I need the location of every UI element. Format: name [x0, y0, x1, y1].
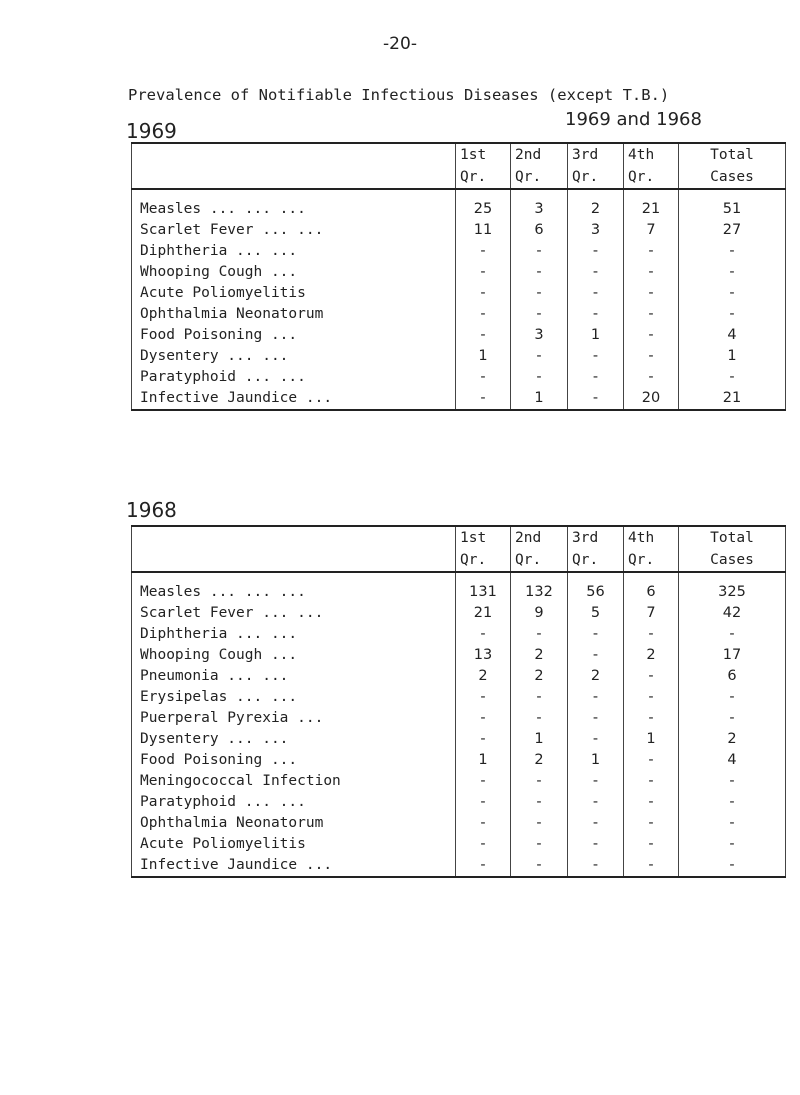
- header-q1: 1st Qr.: [456, 526, 511, 572]
- header-q2: 2nd Qr.: [511, 143, 568, 189]
- disease-name: Food Poisoning ...: [140, 752, 298, 768]
- q1-value: -: [456, 708, 511, 729]
- total-value: -: [679, 855, 786, 877]
- table-row: [132, 771, 786, 792]
- q3-value: -: [568, 346, 624, 367]
- total-value: -: [679, 792, 786, 813]
- page-title: Prevalence of Notifiable Infectious Diseases (except T.B.): [128, 86, 670, 104]
- q2-value: 2: [511, 645, 568, 666]
- q2-value: 3: [511, 325, 568, 346]
- disease-name: Infective Jaundice ...: [140, 857, 333, 873]
- q1-value: -: [456, 304, 511, 325]
- disease-name: Dysentery ... ...: [140, 348, 289, 364]
- q4-value: -: [624, 687, 679, 708]
- q2-value: -: [511, 855, 568, 877]
- q3-value: -: [568, 367, 624, 388]
- header-total: Total Cases: [679, 143, 786, 189]
- table-row: [132, 283, 786, 304]
- table-row: [132, 645, 786, 666]
- disease-name: Food Poisoning ...: [140, 327, 298, 343]
- table-row: [132, 346, 786, 367]
- q2-value: -: [511, 624, 568, 645]
- q3-value: 2: [568, 666, 624, 687]
- total-value: -: [679, 771, 786, 792]
- table-1969: [131, 142, 786, 411]
- table-row: [132, 388, 786, 410]
- q1-value: -: [456, 771, 511, 792]
- q4-value: -: [624, 262, 679, 283]
- q1-value: 131: [456, 582, 511, 603]
- header-q4: 4th Qr.: [624, 143, 679, 189]
- header-q3: 3rd Qr.: [568, 526, 624, 572]
- q4-value: 2: [624, 645, 679, 666]
- q4-value: -: [624, 346, 679, 367]
- q2-value: 1: [511, 729, 568, 750]
- q1-value: -: [456, 729, 511, 750]
- total-value: 51: [679, 199, 786, 220]
- total-value: -: [679, 304, 786, 325]
- disease-name: Acute Poliomyelitis: [140, 285, 306, 301]
- disease-name: Whooping Cough ...: [140, 264, 298, 280]
- q1-value: -: [456, 262, 511, 283]
- q1-value: -: [456, 388, 511, 410]
- table-1968: [131, 525, 786, 878]
- q1-value: -: [456, 834, 511, 855]
- q4-value: 21: [624, 199, 679, 220]
- total-value: 4: [679, 325, 786, 346]
- q4-value: -: [624, 771, 679, 792]
- header-q3: 3rd Qr.: [568, 143, 624, 189]
- table-row: [132, 199, 786, 220]
- table-row: [132, 792, 786, 813]
- total-value: -: [679, 813, 786, 834]
- disease-name: Ophthalmia Neonatorum: [140, 815, 324, 831]
- q3-value: -: [568, 855, 624, 877]
- q1-value: 13: [456, 645, 511, 666]
- q1-value: -: [456, 855, 511, 877]
- total-value: 27: [679, 220, 786, 241]
- total-value: -: [679, 367, 786, 388]
- disease-name: Measles ... ... ...: [140, 584, 306, 600]
- total-value: -: [679, 241, 786, 262]
- q4-value: -: [624, 304, 679, 325]
- q4-value: -: [624, 813, 679, 834]
- table-row: [132, 603, 786, 624]
- disease-name: Scarlet Fever ... ...: [140, 222, 324, 238]
- total-value: 6: [679, 666, 786, 687]
- table-header-row: [132, 143, 786, 189]
- q2-value: -: [511, 367, 568, 388]
- q2-value: 2: [511, 666, 568, 687]
- table-row: [132, 582, 786, 603]
- q3-value: -: [568, 708, 624, 729]
- table-row: [132, 750, 786, 771]
- q4-value: -: [624, 367, 679, 388]
- table-row: [132, 624, 786, 645]
- q4-value: 20: [624, 388, 679, 410]
- table-row: [132, 708, 786, 729]
- q1-value: -: [456, 241, 511, 262]
- total-value: -: [679, 262, 786, 283]
- disease-name: Measles ... ... ...: [140, 201, 306, 217]
- disease-name: Paratyphoid ... ...: [140, 794, 306, 810]
- q3-value: -: [568, 304, 624, 325]
- table-row: [132, 241, 786, 262]
- q1-value: 21: [456, 603, 511, 624]
- q3-value: -: [568, 771, 624, 792]
- q4-value: 1: [624, 729, 679, 750]
- table-row: [132, 813, 786, 834]
- q4-value: -: [624, 624, 679, 645]
- q2-value: 9: [511, 603, 568, 624]
- q1-value: 1: [456, 346, 511, 367]
- total-value: 325: [679, 582, 786, 603]
- q1-value: 11: [456, 220, 511, 241]
- table-row: [132, 855, 786, 877]
- q3-value: -: [568, 241, 624, 262]
- table-row: [132, 325, 786, 346]
- q4-value: 6: [624, 582, 679, 603]
- table-row: [132, 220, 786, 241]
- total-value: -: [679, 708, 786, 729]
- table-row: [132, 687, 786, 708]
- disease-name: Whooping Cough ...: [140, 647, 298, 663]
- years-note: 1969 and 1968: [565, 109, 702, 130]
- q4-value: -: [624, 241, 679, 262]
- q3-value: -: [568, 624, 624, 645]
- q2-value: -: [511, 241, 568, 262]
- header-q2: 2nd Qr.: [511, 526, 568, 572]
- disease-name: Infective Jaundice ...: [140, 390, 333, 406]
- q3-value: 2: [568, 199, 624, 220]
- q4-value: -: [624, 283, 679, 304]
- total-value: 1: [679, 346, 786, 367]
- table-row: [132, 666, 786, 687]
- disease-name: Diphtheria ... ...: [140, 626, 298, 642]
- disease-name: Pneumonia ... ...: [140, 668, 289, 684]
- q1-value: -: [456, 325, 511, 346]
- disease-name: Scarlet Fever ... ...: [140, 605, 324, 621]
- disease-name: Acute Poliomyelitis: [140, 836, 306, 852]
- q3-value: 5: [568, 603, 624, 624]
- header-blank: [132, 143, 456, 189]
- q3-value: 1: [568, 750, 624, 771]
- q4-value: -: [624, 834, 679, 855]
- q2-value: -: [511, 304, 568, 325]
- q3-value: -: [568, 834, 624, 855]
- table-1968-year: 1968: [126, 498, 177, 522]
- q2-value: -: [511, 283, 568, 304]
- q1-value: -: [456, 792, 511, 813]
- q3-value: -: [568, 792, 624, 813]
- q2-value: -: [511, 813, 568, 834]
- q2-value: 6: [511, 220, 568, 241]
- q3-value: 3: [568, 220, 624, 241]
- q2-value: -: [511, 792, 568, 813]
- total-value: -: [679, 283, 786, 304]
- page-number: -20-: [383, 34, 417, 54]
- disease-name: Ophthalmia Neonatorum: [140, 306, 324, 322]
- q4-value: 7: [624, 220, 679, 241]
- q1-value: 1: [456, 750, 511, 771]
- disease-name: Erysipelas ... ...: [140, 689, 298, 705]
- q3-value: -: [568, 283, 624, 304]
- table-1969-year: 1969: [126, 119, 177, 143]
- q4-value: -: [624, 325, 679, 346]
- table-row: [132, 367, 786, 388]
- q4-value: -: [624, 750, 679, 771]
- q1-value: -: [456, 813, 511, 834]
- q3-value: -: [568, 687, 624, 708]
- header-blank: [132, 526, 456, 572]
- q3-value: -: [568, 729, 624, 750]
- disease-name: Dysentery ... ...: [140, 731, 289, 747]
- q1-value: -: [456, 367, 511, 388]
- total-value: 4: [679, 750, 786, 771]
- q2-value: -: [511, 708, 568, 729]
- q1-value: -: [456, 283, 511, 304]
- q3-value: -: [568, 645, 624, 666]
- total-value: 17: [679, 645, 786, 666]
- q4-value: -: [624, 666, 679, 687]
- total-value: -: [679, 687, 786, 708]
- disease-name: Puerperal Pyrexia ...: [140, 710, 324, 726]
- q2-value: 1: [511, 388, 568, 410]
- disease-name: Meningococcal Infection: [140, 773, 341, 789]
- q2-value: -: [511, 346, 568, 367]
- table-header-row: [132, 526, 786, 572]
- q4-value: -: [624, 708, 679, 729]
- q3-value: -: [568, 813, 624, 834]
- table-row: [132, 304, 786, 325]
- q2-value: -: [511, 834, 568, 855]
- q3-value: -: [568, 262, 624, 283]
- table-row: [132, 262, 786, 283]
- table-row: [132, 729, 786, 750]
- total-value: 42: [679, 603, 786, 624]
- q3-value: -: [568, 388, 624, 410]
- q1-value: -: [456, 687, 511, 708]
- q3-value: 56: [568, 582, 624, 603]
- q2-value: -: [511, 687, 568, 708]
- disease-name: Diphtheria ... ...: [140, 243, 298, 259]
- q2-value: -: [511, 771, 568, 792]
- q2-value: 132: [511, 582, 568, 603]
- header-q4: 4th Qr.: [624, 526, 679, 572]
- total-value: 2: [679, 729, 786, 750]
- q4-value: -: [624, 855, 679, 877]
- q1-value: 2: [456, 666, 511, 687]
- q2-value: -: [511, 262, 568, 283]
- total-value: -: [679, 624, 786, 645]
- q2-value: 3: [511, 199, 568, 220]
- table-row: [132, 834, 786, 855]
- header-q1: 1st Qr.: [456, 143, 511, 189]
- q4-value: -: [624, 792, 679, 813]
- q2-value: 2: [511, 750, 568, 771]
- spacer-row: [132, 189, 786, 199]
- disease-name: Paratyphoid ... ...: [140, 369, 306, 385]
- total-value: 21: [679, 388, 786, 410]
- total-value: -: [679, 834, 786, 855]
- q1-value: 25: [456, 199, 511, 220]
- spacer-row: [132, 572, 786, 582]
- q3-value: 1: [568, 325, 624, 346]
- q4-value: 7: [624, 603, 679, 624]
- header-total: Total Cases: [679, 526, 786, 572]
- q1-value: -: [456, 624, 511, 645]
